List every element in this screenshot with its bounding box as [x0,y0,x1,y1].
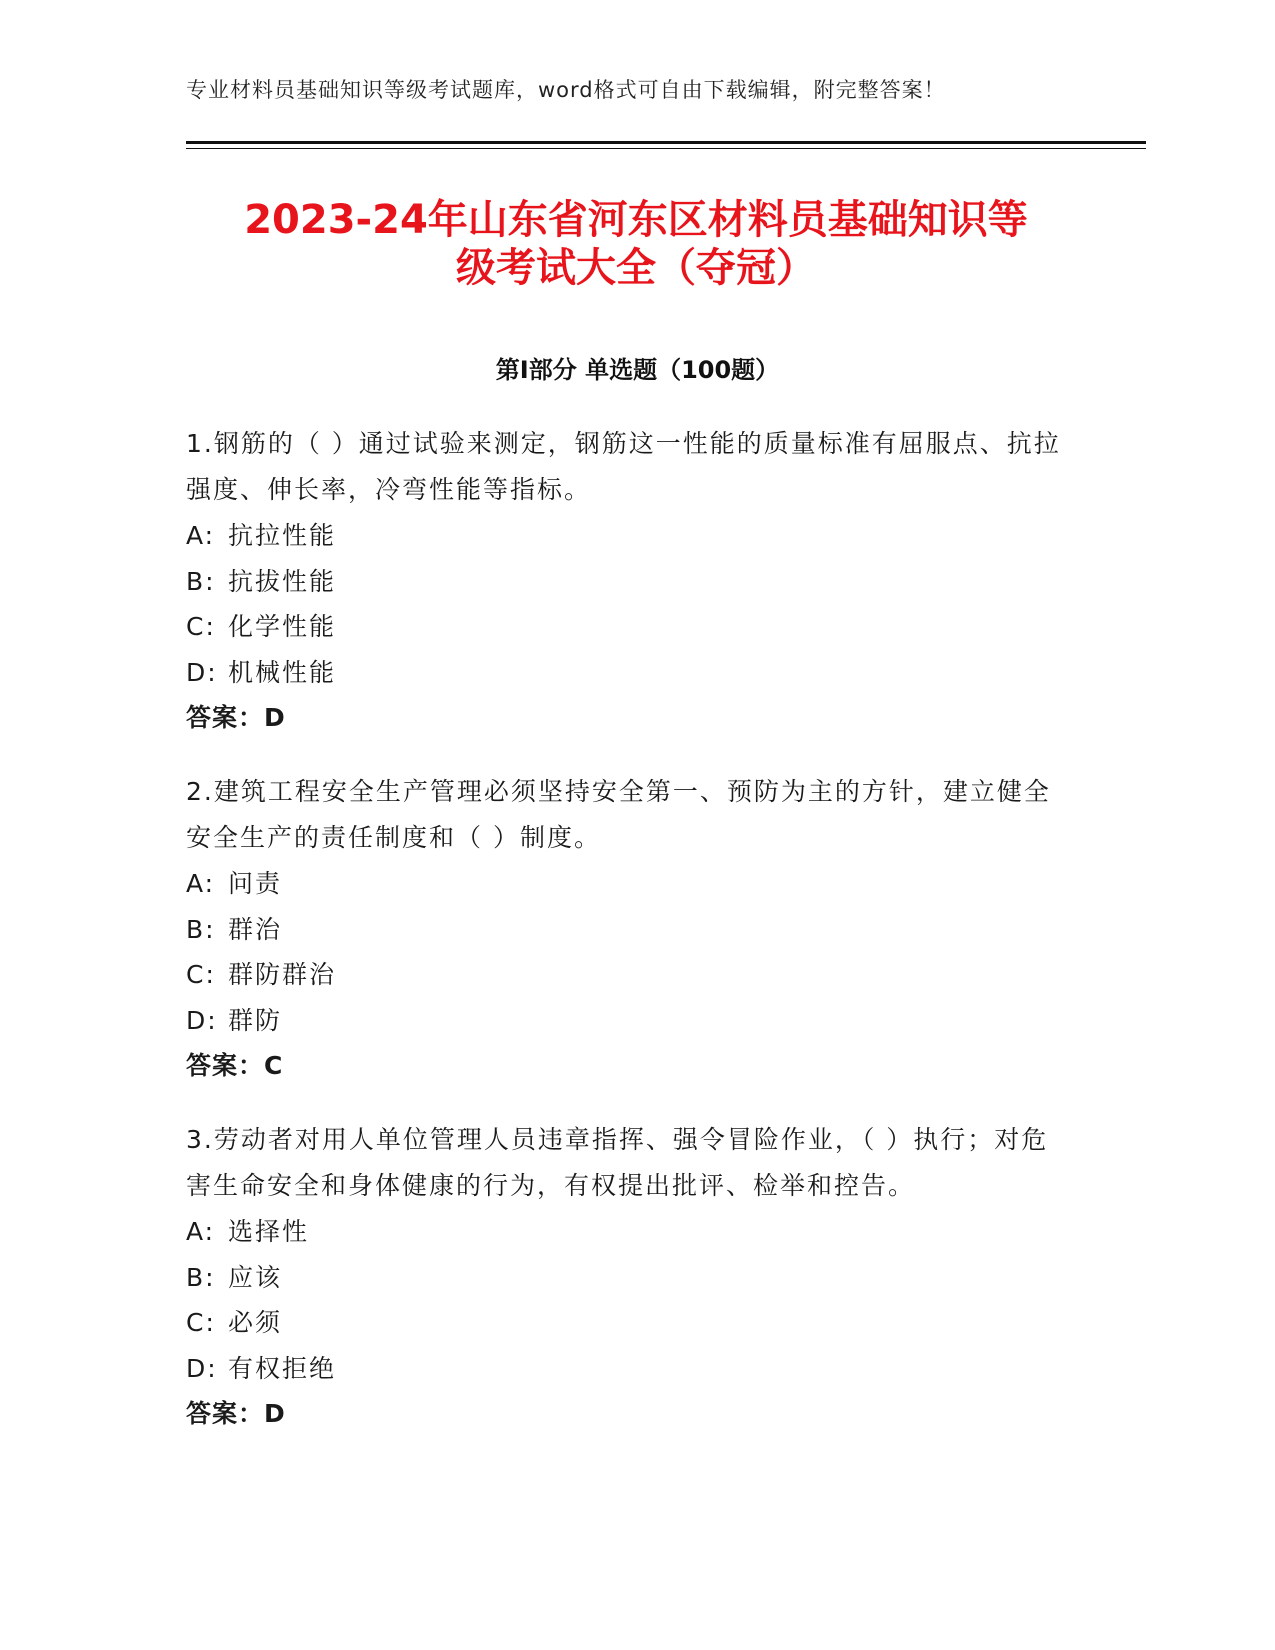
header-rule-thick [186,141,1146,144]
option-text: 群防 [228,1005,283,1035]
option-c [186,604,1066,650]
option-d [186,650,1066,696]
option-key: B: [186,566,216,596]
option-key: A: [186,1217,216,1246]
option-text: 有权拒绝 [228,1353,337,1383]
option-key: A: [186,869,216,898]
option-b [186,907,1066,953]
option-key: C: [186,960,216,989]
question-1 [186,421,1066,741]
option-text: 必须 [228,1308,283,1337]
question-2 [186,769,1066,1089]
header-rule-thin [186,148,1146,149]
question-stem: 3.劳动者对用人单位管理人员违章指挥、强令冒险作业，（ ）执行；对危害生命安全和身体健康的行为，有权提出批评、检举和控告。 [186,1125,1049,1200]
option-key: B: [186,914,216,944]
option-key: D: [186,657,218,687]
option-key: B: [186,1262,216,1292]
option-text: 应该 [228,1262,283,1292]
option-c [186,1300,1066,1346]
option-b [186,1255,1066,1301]
option-text: 群防群治 [228,960,337,989]
option-c [186,952,1066,998]
question-3 [186,1117,1066,1437]
option-text: 抗拔性能 [228,566,337,596]
option-text: 抗拉性能 [228,521,337,550]
answer: 答案：D [186,1399,286,1428]
option-key: A: [186,521,216,550]
section-title: 第Ⅰ部分 单选题（100题） [495,356,780,384]
option-a [186,861,1066,907]
document-title [186,196,1086,292]
option-d [186,1346,1066,1392]
option-b [186,559,1066,605]
page-header-note: 专业材料员基础知识等级考试题库，word格式可自由下载编辑，附完整答案！ [186,78,946,102]
option-a [186,513,1066,559]
document-title-line-1: 2023-24年山东省河东区材料员基础知识等 [244,197,1028,243]
option-key: C: [186,612,216,641]
option-text: 化学性能 [228,612,337,641]
document-title-line-2: 级考试大全（夺冠） [456,245,816,291]
question-stem: 1.钢筋的（ ）通过试验来测定，钢筋这一性能的质量标准有屈服点、抗拉强度、伸长率，冷弯性能等指标。 [186,429,1061,504]
option-text: 选择性 [228,1217,310,1246]
answer: 答案：D [186,703,286,732]
question-stem: 2.建筑工程安全生产管理必须坚持安全第一、预防为主的方针，建立健全安全生产的责任制度和（ ）制度。 [186,777,1051,852]
option-text: 群治 [228,914,283,944]
option-text: 问责 [228,869,283,898]
answer: 答案：C [186,1051,284,1080]
option-d [186,998,1066,1044]
option-text: 机械性能 [228,657,337,687]
option-key: D: [186,1353,218,1383]
option-a [186,1209,1066,1255]
option-key: D: [186,1005,218,1035]
option-key: C: [186,1308,216,1337]
